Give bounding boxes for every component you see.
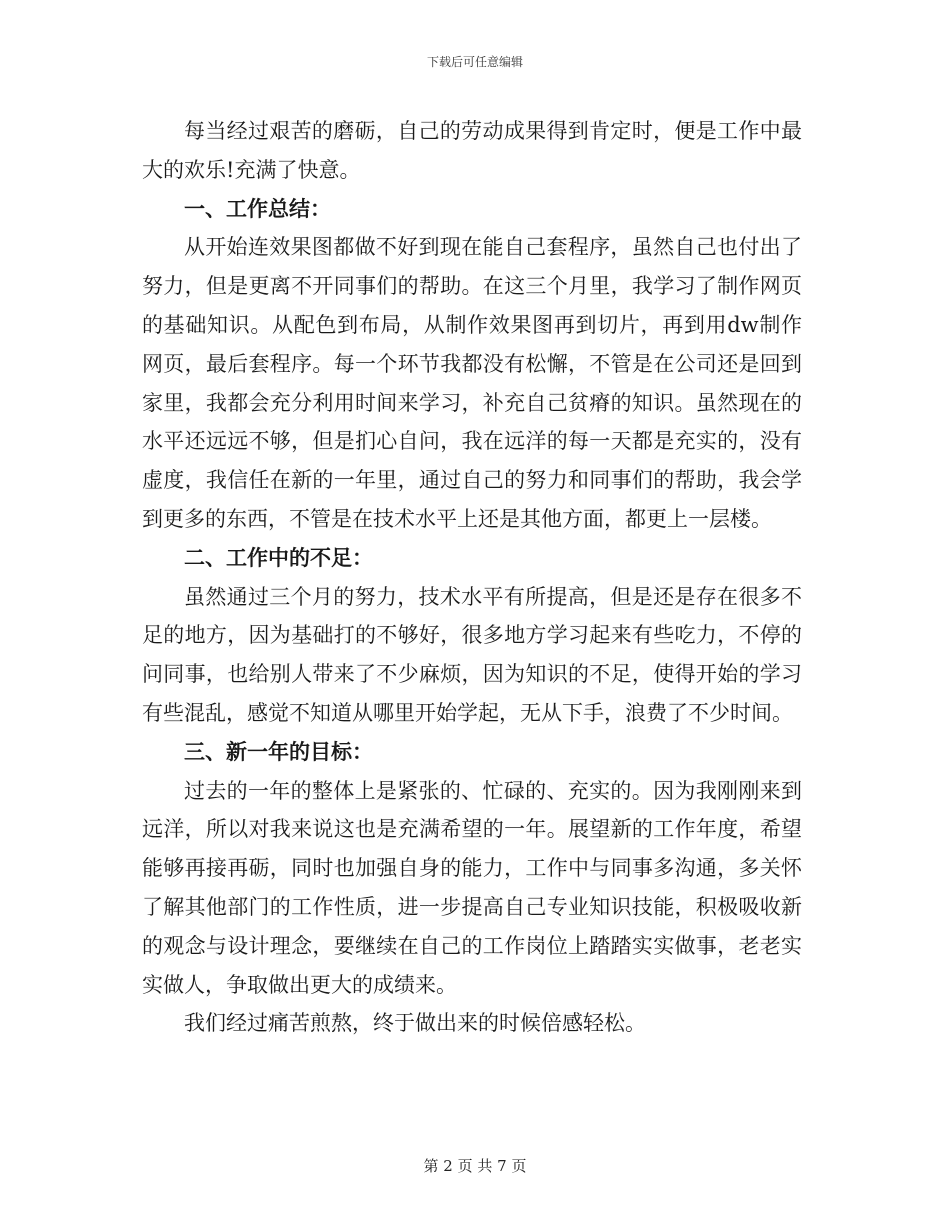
document-body <box>142 112 802 1043</box>
section-heading-work-summary: 一、工作总结： <box>184 195 331 221</box>
shortcomings-paragraph: 虽然通过三个月的努力，技术水平有所提高，但是还是存在很多不足的地方，因为基础打的不够好，很多地方学习起来有些吃力，不停的问同事，也给别人带来了不少麻烦，因为知识的不足，使得开始的学习有些混乱，感觉不知道从哪里开始学起，无从下手，浪费了不少时间。 <box>142 584 802 725</box>
closing-paragraph: 我们经过痛苦煎熬，终于做出来的时候倍感轻松。 <box>184 1011 646 1036</box>
page-header-note: 下载后可任意编辑 <box>426 55 523 69</box>
new-year-goals-paragraph: 过去的一年的整体上是紧张的、忙碌的、充实的。因为我刚刚来到远洋，所以对我来说这也是充满希望的一年。展望新的工作年度，希望能够再接再砺，同时也加强自身的能力，工作中与同事多沟通，多关怀了解其他部门的工作性质，进一步提高自己专业知识技能，积极吸收新的观念与设计理念，要继续在自己的工作岗位上踏踏实实做事，老老实实做人，争取做出更大的成绩来。 <box>142 778 802 997</box>
intro-paragraph: 每当经过艰苦的磨砺，自己的劳动成果得到肯定时，便是工作中最大的欢乐!充满了快意。 <box>142 119 802 182</box>
work-summary-paragraph: 从开始连效果图都做不好到现在能自己套程序，虽然自己也付出了努力，但是更离不开同事们的帮助。在这三个月里，我学习了制作网页的基础知识。从配色到布局，从制作效果图再到切片，再到用dw制作网页，最后套程序。每一个环节我都没有松懈，不管是在公司还是回到家里，我都会充分利用时间来学习，补充自己贫瘠的知识。虽然现在的水平还远远不够，但是扪心自问，我在远洋的每一天都是充实的，没有虚度，我信任在新的一年里，通过自己的努力和同事们的帮助，我会学到更多的东西，不管是在技术水平上还是其他方面，都更上一层楼。 <box>142 235 802 531</box>
section-heading-shortcomings: 二、工作中的不足： <box>184 544 373 570</box>
page-number: 第 2 页 共 7 页 <box>423 1157 527 1175</box>
section-heading-new-year-goals: 三、新一年的目标： <box>184 738 373 764</box>
